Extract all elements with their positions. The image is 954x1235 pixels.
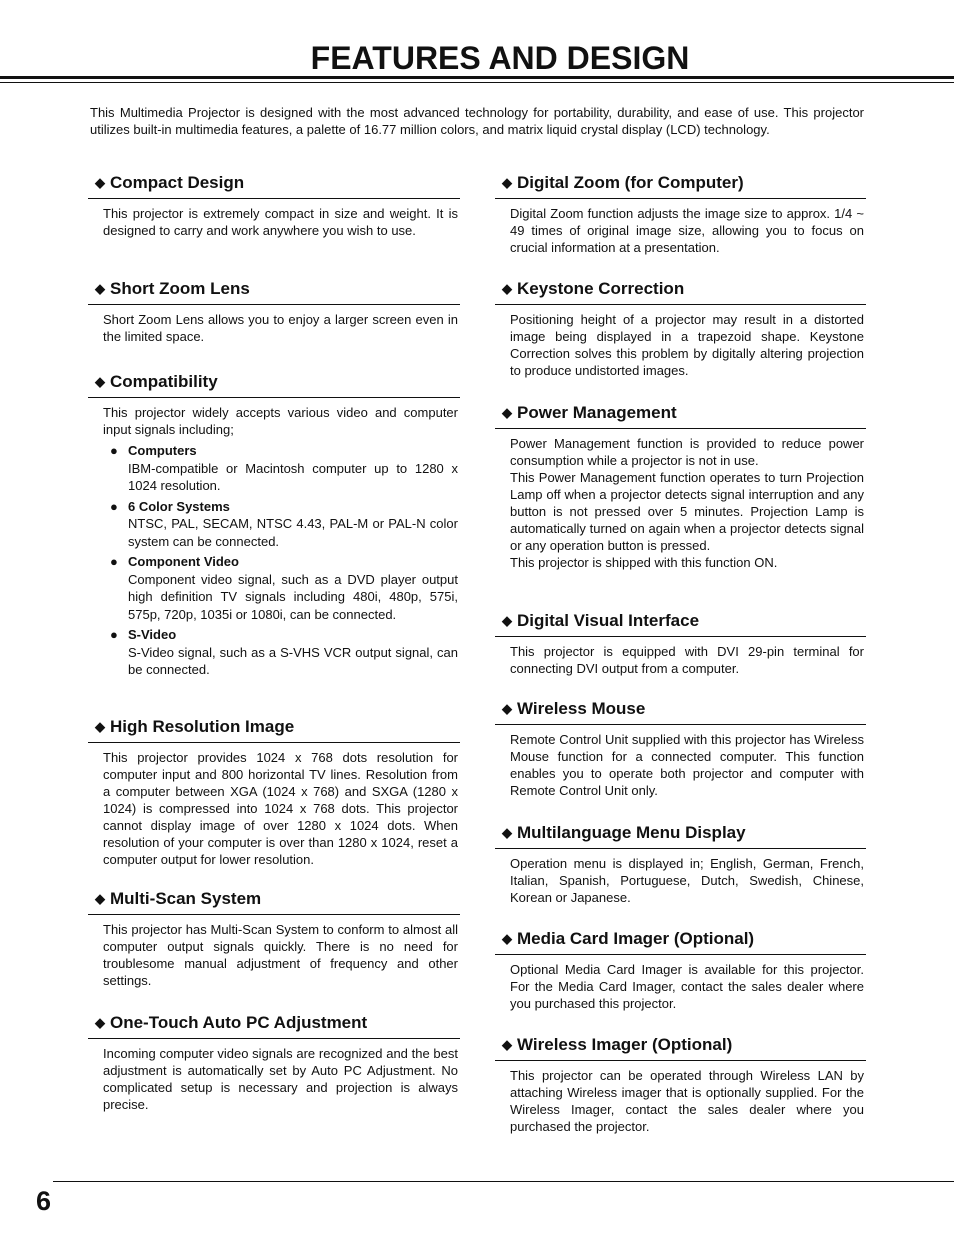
section-compatibility [88,371,460,679]
diamond-bullet-icon: ◆ [502,175,512,190]
section-body: This projector is equipped with DVI 29-pin terminal for connecting DVI output from a computer. [510,644,864,676]
page-title: FEATURES AND DESIGN [310,40,690,76]
section-body: This projector is extremely compact in size and weight. It is designed to carry and work anywhere you wish to use. [103,206,458,238]
diamond-bullet-icon: ◆ [502,1037,512,1052]
section-heading: ◆ Multilanguage Menu Display [495,822,866,849]
section-compact-design [88,172,460,239]
section-body: Remote Control Unit supplied with this projector has Wireless Mouse function for a connected computer. This function enables you to operate both projector and computer with Remote Control Unit only. [510,732,864,798]
diamond-bullet-icon: ◆ [95,281,105,296]
list-item: ● 6 Color Systems NTSC, PAL, SECAM, NTSC 4.43, PAL-M or PAL-N color system can be connected. [110,498,458,549]
section-body: This projector widely accepts various video and computer input signals including; [103,405,458,437]
section-body: Short Zoom Lens allows you to enjoy a larger screen even in the limited space. [103,312,458,344]
section-heading: ◆ One-Touch Auto PC Adjustment [88,1012,460,1039]
section-multi-scan-system [88,888,460,989]
section-body: Positioning height of a projector may result in a distorted image being displayed in a trapezoid shape. Keystone Correction solves this problem by digitally altering projection to produce undistorted images. [510,312,864,378]
section-body: This projector provides 1024 x 768 dots resolution for computer input and 800 horizontal TV lines. Resolution from a computer between XGA (1024 x 768) and SXGA (1280 x 1024) is compressed into 1024 x 768 dots. This projector cannot display image of over 1280 x 1024 dots. When resolution of your computer is over than 1280 x 1024, reset a computer output for lower resolution. [103,750,458,867]
section-high-resolution-image [88,716,460,868]
section-body: Power Management function is provided to reduce power consumption while a projector is not in use. This Power Management function operates to turn Projection Lamp off when a projector detects signal interruption and any button is not pressed over 5 minutes. Projection Lamp is automatically turned on again when a projector detects signal or any operation button is pressed. This projector is shipped with this function ON. [510,436,864,570]
section-wireless-mouse [495,698,866,799]
diamond-bullet-icon: ◆ [502,613,512,628]
section-body: This projector can be operated through Wireless LAN by attaching Wireless imager that is optionally supplied. For the Wireless Imager, contact the sales dealer where you purchased the projector. [510,1068,864,1134]
section-media-card-imager [495,928,866,1012]
section-heading: ◆ Wireless Mouse [495,698,866,725]
diamond-bullet-icon: ◆ [95,175,105,190]
intro-paragraph: This Multimedia Projector is designed with the most advanced technology for portability, durability, and ease of use. This projector utilizes built-in multimedia features, a palette of 16.77 million colors, and matrix liquid crystal display (LCD) technology. [90,105,864,137]
section-body: Operation menu is displayed in; English, German, French, Italian, Spanish, Portuguese, Dutch, Swedish, Chinese, Korean or Japanese. [510,856,864,905]
section-heading: ◆ Power Management [495,402,866,429]
section-heading: ◆ Digital Visual Interface [495,610,866,637]
section-heading: ◆ Digital Zoom (for Computer) [495,172,866,199]
diamond-bullet-icon: ◆ [502,405,512,420]
page-number: 6 [36,1186,52,1216]
section-body: Digital Zoom function adjusts the image size to approx. 1/4 ~ 49 times of original image size, allowing you to focus on crucial information at a presentation. [510,206,864,255]
list-item: ● Computers IBM-compatible or Macintosh computer up to 1280 x 1024 resolution. [110,443,458,493]
section-heading: ◆ Short Zoom Lens [88,278,460,305]
list-item: ● S-Video S-Video signal, such as a S-VHS VCR output signal, can be connected. [110,627,458,677]
section-keystone-correction [495,278,866,379]
section-power-management [495,402,866,571]
diamond-bullet-icon: ◆ [95,719,105,734]
section-body: Optional Media Card Imager is available for this projector. For the Media Card Imager, contact the sales dealer where you purchased this projector. [510,962,864,1011]
bullet-dot-icon: ● [110,627,118,642]
section-heading: ◆ Compatibility [88,371,460,398]
section-auto-pc-adjustment [88,1012,460,1113]
section-digital-visual-interface [495,610,866,677]
diamond-bullet-icon: ◆ [502,825,512,840]
section-wireless-imager [495,1034,866,1135]
title-rule-thin [0,82,954,83]
section-heading: ◆ Keystone Correction [495,278,866,305]
section-digital-zoom [495,172,866,256]
section-heading: ◆ Wireless Imager (Optional) [495,1034,866,1061]
bullet-dot-icon: ● [110,498,118,514]
section-body: Incoming computer video signals are recognized and the best adjustment is automatically set by Auto PC Adjustment. No complicated setup is necessary and projection is always precise. [103,1046,458,1112]
list-item: ● Component Video Component video signal, such as a DVD player output high definition TV signals including 480i, 480p, 575i, 575p, 720p, 1035i or 1080i, can be connected. [110,554,458,622]
diamond-bullet-icon: ◆ [95,1015,105,1030]
section-heading: ◆ Media Card Imager (Optional) [495,928,866,955]
section-short-zoom-lens [88,278,460,345]
title-rule [0,76,954,79]
section-heading: ◆ Multi-Scan System [88,888,460,915]
section-heading: ◆ High Resolution Image [88,716,460,743]
diamond-bullet-icon: ◆ [95,891,105,906]
diamond-bullet-icon: ◆ [502,931,512,946]
section-heading: ◆ Compact Design [88,172,460,199]
bullet-dot-icon: ● [110,443,118,458]
bullet-dot-icon: ● [110,554,118,569]
diamond-bullet-icon: ◆ [502,701,512,716]
diamond-bullet-icon: ◆ [502,281,512,296]
footer-rule [53,1181,954,1182]
diamond-bullet-icon: ◆ [95,374,105,389]
section-body: This projector has Multi-Scan System to conform to almost all computer output signals quickly. There is no need for troublesome manual adjustment of frequency and other settings. [103,922,458,988]
section-multilanguage-menu [495,822,866,906]
